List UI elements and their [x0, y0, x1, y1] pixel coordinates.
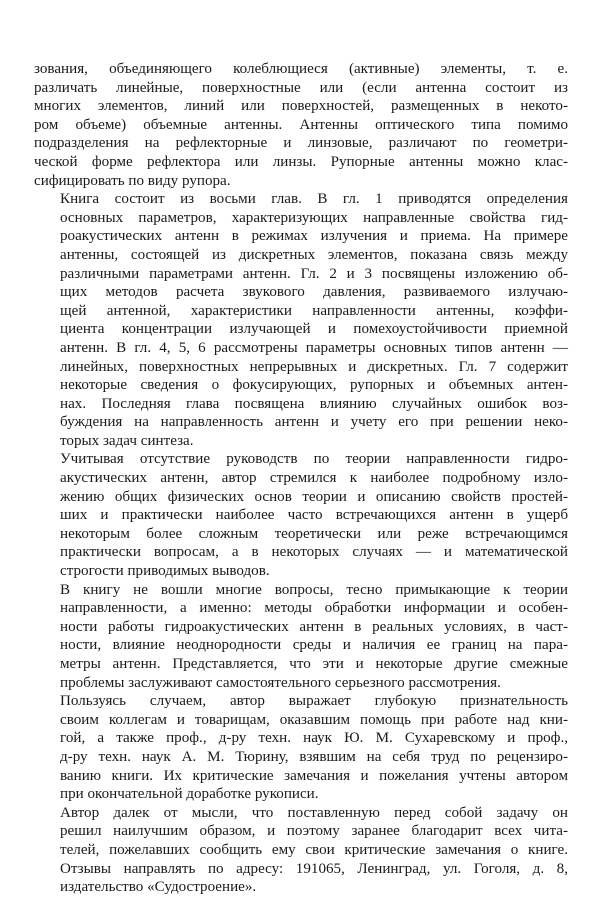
- text-line: некоторым более сложным теоретически или реже встречающимся: [60, 525, 568, 542]
- text-line: строгости приводимых выводов.: [60, 563, 270, 580]
- text-line: направленности, а именно: методы обработки информации и особен-: [60, 600, 568, 617]
- text-line: акустических антенн, автор стремился к наиболее подробному изло-: [60, 470, 568, 487]
- text-line: щей антенной, характеристики направленности антенны, коэффи-: [60, 302, 568, 319]
- text-line: Пользуясь случаем, автор выражает глубокую признательность: [60, 693, 568, 710]
- paragraph-5: [34, 692, 568, 804]
- text-line: различными параметрами антенн. Гл. 2 и 3 посвящены изложению об-: [60, 265, 568, 282]
- text-line: линейных, поверхностных непрерывных и дискретных. Гл. 7 содержит: [60, 358, 568, 375]
- paragraph-6: [34, 804, 568, 897]
- text-line: некоторые сведения о фокусирующих, рупорных и объемных антен-: [60, 377, 568, 394]
- text-line: решил наилучшим образом, и поэтому заранее благодарит всех чита-: [60, 823, 568, 840]
- text-line: проблемы заслуживают самостоятельного серьезного рассмотрения.: [60, 674, 501, 691]
- text-line: издательство «Судостроение».: [60, 879, 257, 896]
- text-line: д-ру техн. наук А. М. Тюрину, взявшим на себя труд по рецензиро-: [60, 748, 568, 765]
- text-line: ности, влияние неоднородности среды и наличия ее границ на пара-: [60, 637, 568, 654]
- text-line: буждения на направленность антенн и учету его при решении неко-: [60, 414, 568, 431]
- document-page: [34, 60, 568, 897]
- text-line: многих элементов, линий или поверхностей, размещенных в некото-: [34, 98, 568, 115]
- paragraph-2: [34, 190, 568, 450]
- text-line: зования, объединяющего колеблющиеся (активные) элементы, т. е.: [34, 61, 568, 77]
- text-line: Учитывая отсутствие руководств по теории направленности гидро-: [60, 451, 568, 468]
- text-line: Книга состоит из восьми глав. В гл. 1 приводятся определения: [60, 191, 568, 208]
- text-line: ванию книги. Их критические замечания и пожелания учтены автором: [60, 767, 568, 784]
- text-line: основных параметров, характеризующих направленные свойства гид-: [60, 209, 568, 226]
- text-line: Автор далек от мысли, что поставленную перед собой задачу он: [60, 804, 568, 821]
- text-line: ших и практически наиболее часто встречающихся антенн в ущерб: [60, 507, 568, 524]
- text-line: щих методов расчета звукового давления, развиваемого излучаю-: [60, 284, 568, 301]
- text-line: циента концентрации излучающей и помехоустойчивости приемной: [60, 321, 568, 338]
- paragraph-4: [34, 581, 568, 693]
- text-line: антенн. В гл. 4, 5, 6 рассмотрены параметры основных типов антенн —: [60, 339, 568, 356]
- text-line: гой, а также проф., д-ру техн. наук Ю. М. Сухаревскому и проф.,: [60, 730, 568, 747]
- text-line: подразделения на рефлекторные и линзовые, различают по геометри-: [34, 135, 568, 152]
- text-line: ности работы гидроакустических антенн в реальных условиях, в част-: [60, 618, 568, 635]
- text-line: ром объеме) объемные антенны. Антенны оптического типа помимо: [34, 116, 568, 133]
- text-line: практически вопросам, а в некоторых случаях — и математической: [60, 544, 568, 561]
- text-line: роакустических антенн в режимах излучения и приема. На примере: [60, 228, 568, 245]
- text-line: Отзывы направлять по адресу: 191065, Ленинград, ул. Гоголя, д. 8,: [60, 860, 568, 877]
- text-line: антенны, состоящей из дискретных элементов, показана связь между: [60, 246, 568, 263]
- text-line: жению общих физических основ теории и описанию свойств простей-: [60, 488, 568, 505]
- text-line: ческой форме рефлектора или линзы. Рупорные антенны можно клас-: [34, 153, 568, 170]
- text-line: торых задач синтеза.: [60, 432, 194, 449]
- text-line: сифицировать по виду рупора.: [34, 172, 231, 189]
- text-line: В книгу не вошли многие вопросы, тесно примыкающие к теории: [60, 581, 568, 598]
- text-line: нах. Последняя глава посвящена влиянию случайных ошибок воз-: [60, 395, 568, 412]
- paragraph-1: [34, 60, 568, 190]
- text-line: своим коллегам и товарищам, оказавшим помощь при работе над кни-: [60, 711, 568, 728]
- text-line: при окончательной доработке рукописи.: [60, 786, 319, 803]
- text-line: метры антенн. Представляется, что эти и некоторые другие смежные: [60, 656, 568, 672]
- text-line: различать линейные, поверхностные или (если антенна состоит из: [34, 79, 568, 96]
- text-line: телей, пожелавших сообщить ему свои критические замечания о книге.: [60, 841, 568, 858]
- paragraph-3: [34, 450, 568, 580]
